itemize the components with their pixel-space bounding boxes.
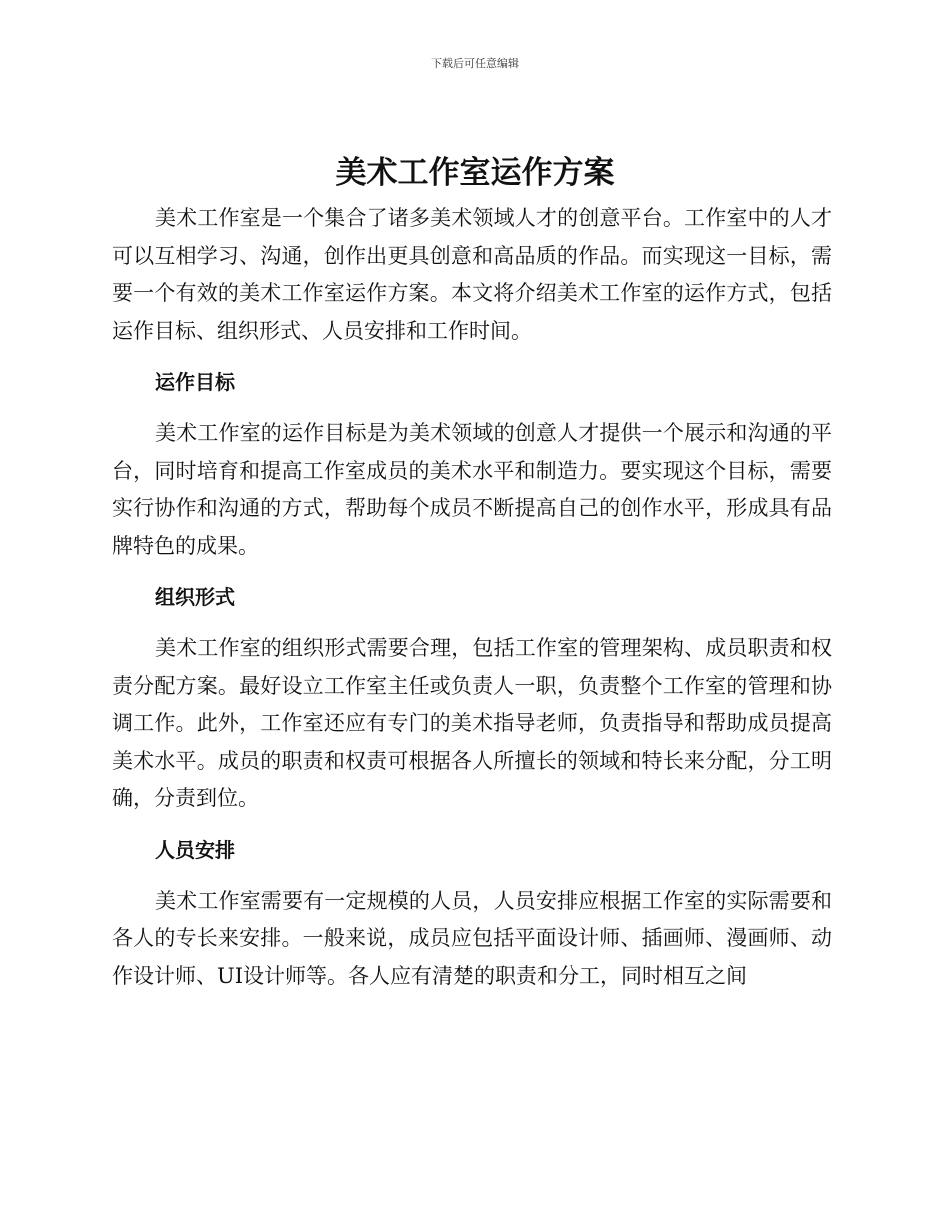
section-heading-staffing: 人员安排 (155, 837, 235, 862)
document-body (112, 200, 832, 995)
section-heading-goals: 运作目标 (155, 370, 235, 394)
section-paragraph-staffing: 美术工作室需要有一定规模的人员，人员安排应根据工作室的实际需要和各人的专长来安排。一般来说，成员应包括平面设计师、插画师、漫画师、动作设计师、UI设计师等。各人应有清楚的职责和分工，同时相互之间 (112, 888, 832, 988)
section-paragraph-organization: 美术工作室的组织形式需要合理，包括工作室的管理架构、成员职责和权责分配方案。最好设立工作室主任或负责人一职，负责整个工作室的管理和协调工作。此外，工作室还应有专门的美术指导老师，负责指导和帮助成员提高美术水平。成员的职责和权责可根据各人所擅长的领域和特长来分配，分工明确，分责到位。 (112, 636, 832, 810)
page-header-note: 下载后可任意编辑 (431, 57, 519, 70)
document-title: 美术工作室运作方案 (335, 155, 615, 191)
section-heading-organization: 组织形式 (155, 585, 235, 609)
intro-paragraph: 美术工作室是一个集合了诸多美术领域人才的创意平台。工作室中的人才可以互相学习、沟通，创作出更具创意和高品质的作品。而实现这一目标，需要一个有效的美术工作室运作方案。本文将介绍美术工作室的运作方式，包括运作目标、组织形式、人员安排和工作时间。 (112, 206, 832, 343)
section-paragraph-goals: 美术工作室的运作目标是为美术领域的创意人才提供一个展示和沟通的平台，同时培育和提高工作室成员的美术水平和制造力。要实现这个目标，需要实行协作和沟通的方式，帮助每个成员不断提高自己的创作水平，形成具有品牌特色的成果。 (112, 421, 832, 558)
